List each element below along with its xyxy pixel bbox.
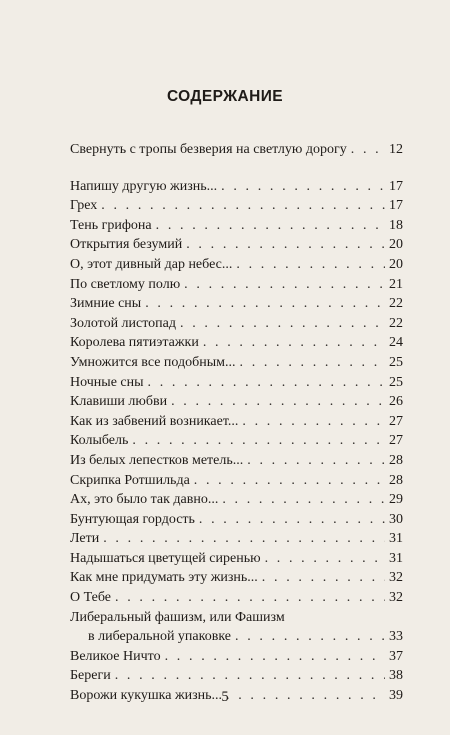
toc-entry-title: Грех	[70, 198, 98, 214]
leader-dots	[165, 647, 385, 667]
leader-dots	[115, 666, 385, 686]
toc-entry-title: Напишу другую жизнь...	[70, 178, 218, 194]
toc-entry	[70, 412, 403, 432]
toc-entry-page: 31	[389, 550, 403, 566]
toc-entry-page: 17	[389, 178, 403, 194]
leader-dots	[115, 588, 385, 608]
leader-dots	[171, 392, 385, 412]
leader-dots	[103, 529, 385, 549]
leader-dots	[132, 431, 385, 451]
toc-entry-title: Как мне придумать эту жизнь...	[70, 570, 258, 586]
toc-entry-title: Как из забвений возникает...	[70, 413, 239, 429]
toc-entry-page: 39	[389, 688, 403, 704]
toc-entry-page: 20	[389, 237, 403, 253]
toc-entry	[70, 451, 403, 471]
toc-entry-page: 22	[389, 296, 403, 312]
toc-entry	[70, 255, 403, 275]
leader-dots	[186, 235, 385, 255]
toc-entry	[70, 275, 403, 295]
toc-entry-title: Умножится все подобным...	[70, 354, 236, 370]
leader-dots	[101, 196, 385, 216]
toc-entry-page: 37	[389, 648, 403, 664]
toc-entry-title: Великое Ничто	[70, 648, 161, 664]
leader-dots	[203, 333, 385, 353]
toc-entry	[70, 608, 403, 647]
leader-dots	[156, 216, 385, 236]
toc-entry	[70, 294, 403, 314]
toc-entry-title: Береги	[70, 668, 111, 684]
toc-entry-title: Либеральный фашизм, или Фашизм	[70, 609, 285, 625]
toc-entry	[70, 588, 403, 608]
table-of-contents	[70, 140, 403, 706]
toc-entry	[70, 235, 403, 255]
leader-dots	[199, 510, 385, 530]
toc-entry-title: Королева пятиэтажки	[70, 335, 199, 351]
toc-entry-page: 33	[389, 629, 403, 645]
toc-entry-page: 25	[389, 354, 403, 370]
toc-entry	[70, 373, 403, 393]
toc-entry-page: 32	[389, 570, 403, 586]
leader-dots	[265, 549, 385, 569]
toc-entry	[70, 140, 403, 160]
leader-dots	[145, 294, 385, 314]
toc-entry	[70, 510, 403, 530]
toc-entry-page: 18	[389, 217, 403, 233]
toc-entry	[70, 431, 403, 451]
toc-entry-title: Бунтующая гордость	[70, 511, 195, 527]
toc-entry-title: Зимние сны	[70, 296, 142, 312]
leader-dots	[221, 177, 385, 197]
page-number: 5	[221, 689, 229, 705]
toc-entry-title: По светлому полю	[70, 276, 181, 292]
toc-entry	[70, 549, 403, 569]
toc-entry	[70, 177, 403, 197]
toc-entry-page: 28	[389, 472, 403, 488]
toc-entry-page: 29	[389, 492, 403, 508]
toc-entry-page: 12	[389, 142, 403, 157]
toc-entry-title: Клавиши любви	[70, 394, 168, 410]
leader-dots	[180, 314, 385, 334]
leader-dots	[351, 140, 385, 160]
leader-dots	[235, 627, 385, 647]
toc-entry-page: 28	[389, 452, 403, 468]
toc-entry-title: О Тебе	[70, 590, 111, 606]
toc-entry-page: 20	[389, 256, 403, 272]
leader-dots	[242, 412, 385, 432]
toc-entry	[70, 392, 403, 412]
toc-entry-page: 38	[389, 668, 403, 684]
toc-entry	[70, 666, 403, 686]
toc-entry-title: Тень грифона	[70, 217, 152, 233]
toc-entry-page: 24	[389, 335, 403, 351]
toc-entry	[70, 196, 403, 216]
leader-dots	[222, 490, 385, 510]
toc-entry	[70, 647, 403, 667]
toc-entry-title: Золотой листопад	[70, 315, 177, 331]
toc-entry	[70, 314, 403, 334]
toc-entry-title: Лети	[70, 531, 100, 547]
toc-entry	[70, 529, 403, 549]
toc-entry-title: Из белых лепестков метель...	[70, 452, 244, 468]
toc-entry-title: Ночные сны	[70, 374, 144, 390]
toc-entry-title: Ах, это было так давно...	[70, 492, 219, 508]
toc-entry-page: 21	[389, 276, 403, 292]
toc-entry-page: 30	[389, 511, 403, 527]
toc-entry	[70, 216, 403, 236]
toc-entry-page: 27	[389, 413, 403, 429]
leader-dots	[262, 568, 385, 588]
toc-entry	[70, 568, 403, 588]
toc-entry-title: Открытия безумий	[70, 237, 183, 253]
toc-entry-page: 31	[389, 531, 403, 547]
leader-dots	[240, 353, 385, 373]
leader-dots	[194, 471, 385, 491]
toc-entry-title: О, этот дивный дар небес...	[70, 256, 233, 272]
contents-heading: СОДЕРЖАНИЕ	[166, 88, 284, 105]
leader-dots	[236, 255, 385, 275]
toc-entry	[70, 490, 403, 510]
toc-entry	[70, 471, 403, 491]
toc-entry	[70, 353, 403, 373]
leader-dots	[148, 373, 385, 393]
toc-entry-page: 26	[389, 394, 403, 410]
toc-entry-title: Скрипка Ротшильда	[70, 472, 190, 488]
toc-entry-page: 27	[389, 433, 403, 449]
toc-entry-page: 22	[389, 315, 403, 331]
leader-dots	[247, 451, 385, 471]
toc-entry-title-continued: в либеральной упаковке	[88, 629, 232, 645]
toc-entry-page: 17	[389, 198, 403, 214]
toc-entry-title: Ворожи кукушка жизнь...	[70, 688, 223, 704]
leader-dots	[184, 275, 385, 295]
toc-entry-title: Надышаться цветущей сиренью	[70, 550, 261, 566]
toc-entry	[70, 333, 403, 353]
toc-entry-page: 32	[389, 590, 403, 606]
toc-entry-title: Свернуть с тропы безверия на светлую дорогу	[70, 142, 347, 157]
toc-entry-title: Колыбель	[70, 433, 129, 449]
toc-entry-page: 25	[389, 374, 403, 390]
